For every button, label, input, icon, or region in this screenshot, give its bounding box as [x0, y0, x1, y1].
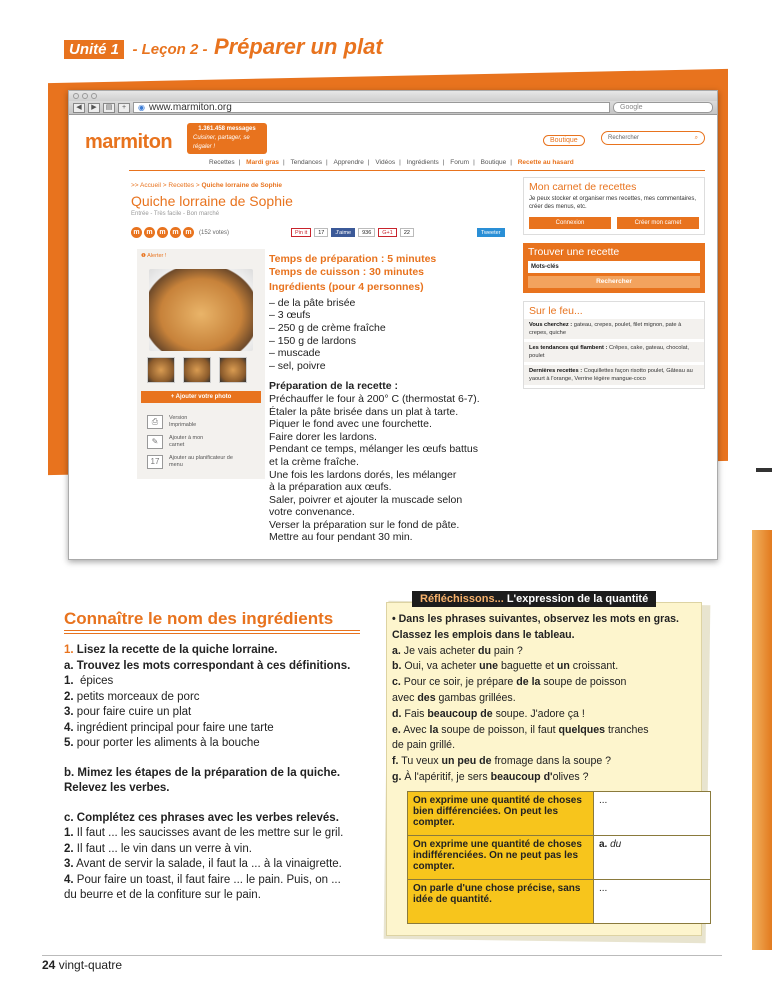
notebook-label: Ajouter à mon carnet [169, 435, 204, 448]
reflection-text [392, 612, 698, 786]
find-recipe-title: Trouver une recette [528, 246, 620, 258]
list-item [64, 721, 374, 737]
nav-item-random-recipe[interactable]: Recette au hasard [517, 159, 574, 166]
item-number: 2. [64, 842, 74, 855]
trending-text: Crêpes, cake, gateau, chocolat, poulet [529, 345, 689, 359]
list-item-continued: du beurre et de la confiture sur le pain. [64, 889, 261, 901]
globe-icon: ◉ [138, 102, 145, 112]
item-text: pour faire cuire un plat [76, 706, 192, 718]
site-sidebar [523, 177, 705, 389]
item-text: petits morceaux de porc [76, 690, 200, 703]
sentence-text: pain ? [490, 644, 523, 657]
pinterest-count: 17 [314, 228, 328, 237]
step-line: Étaler la pâte brisée dans un plat à tarte. [269, 405, 459, 418]
step-line: Verser la préparation sur le fond de pâte. [269, 518, 460, 531]
alert-icon: ❶ [141, 253, 146, 259]
nav-divider [129, 170, 705, 171]
table-answer-cell[interactable] [594, 836, 711, 880]
section-title: Connaître le nom des ingrédients [64, 609, 334, 628]
sentence-text: Je vais acheter [400, 644, 478, 657]
lesson-label: - Leçon 2 - [132, 41, 208, 58]
back-button[interactable]: ◀ [73, 103, 85, 113]
answer-text: ... [599, 883, 608, 894]
sentence-bold: des [417, 691, 436, 704]
alert-link[interactable] [141, 253, 166, 259]
lesson-title: Préparer un plat [213, 34, 383, 59]
browser-toolbar [69, 101, 717, 115]
print-label: Version Imprimable [169, 415, 197, 428]
notebook-box [523, 177, 705, 235]
recipe-tools [147, 415, 237, 475]
sentence [392, 644, 698, 660]
list-item [64, 842, 374, 858]
rating-star-icon: m [144, 227, 155, 238]
forward-button[interactable]: ▶ [88, 103, 100, 113]
trending-label: Vous cherchez : [529, 322, 573, 328]
breadcrumb [131, 182, 282, 189]
unit-badge: Unité 1 [64, 40, 124, 59]
exercise-a-title: a. Trouvez les mots correspondant à ces définitions. [64, 659, 351, 672]
site-logo[interactable]: marmiton [85, 131, 173, 153]
notebook-buttons [524, 212, 704, 234]
sentence-bold: une [479, 660, 498, 673]
step-line: à la préparation aux œufs. [269, 481, 392, 494]
nav-item-ingredients[interactable]: Ingrédients [406, 159, 439, 166]
sentence-text: Oui, va acheter [401, 660, 480, 673]
rating-star-icon: m [183, 227, 194, 238]
sentence-text: Fais [401, 707, 428, 720]
nav-item-apprendre[interactable]: Apprendre [333, 159, 364, 166]
item-number: 5. [64, 737, 74, 749]
trending-box [523, 301, 705, 389]
sentence [392, 675, 698, 691]
list-item [64, 857, 374, 873]
exercise-b-title: b. Mimez les étapes de la préparation de la quiche. [64, 766, 341, 779]
rating-star-icon: m [157, 227, 168, 238]
printer-icon: ⎙ [147, 415, 163, 429]
answer-letter: a. [599, 839, 608, 850]
list-item [64, 826, 374, 842]
sentence-bold: la [429, 723, 439, 736]
sentence [392, 659, 698, 675]
sentence-text: avec [392, 691, 418, 704]
preparation-title: Préparation de la recette : [269, 380, 398, 393]
quiche-photo[interactable] [149, 269, 253, 351]
table-row [408, 836, 711, 880]
tweet-button[interactable]: Tweeter [477, 228, 505, 237]
votes-count: (152 votes) [199, 229, 230, 236]
url-text: www.marmiton.org [148, 101, 232, 113]
ingredient-item: – de la pâte brisée [269, 296, 356, 309]
sentence-letter: a. [392, 644, 401, 657]
sentence-text: soupe de poisson, il faut [438, 723, 559, 736]
search-icon[interactable]: ⌕ [694, 135, 698, 141]
sentence-bold: beaucoup de [427, 707, 493, 720]
sentence-letter: b. [392, 660, 402, 673]
item-text: Avant de servir la salade, il faut la ... à la vinaigrette. [76, 858, 342, 870]
messages-tagline: Cuisiner, partager, se régaler ! [193, 135, 250, 150]
answer-text: du [607, 839, 622, 850]
nav-item-boutique[interactable]: Boutique [480, 159, 507, 166]
sentence-bold: un peu de [441, 755, 492, 768]
sentence-bold: de la [516, 676, 541, 689]
table-answer-cell[interactable] [594, 792, 711, 836]
site-search-input[interactable] [601, 131, 705, 145]
decorative-side-band [752, 530, 772, 950]
table-answer-cell[interactable] [594, 880, 711, 924]
item-number: 3. [64, 706, 74, 718]
ingredient-item: – muscade [269, 347, 321, 360]
trending-row[interactable] [524, 342, 704, 362]
search-placeholder: Google [620, 104, 643, 111]
messages-count: 1.361.458 messages [198, 126, 256, 132]
table-category: On exprime une quantité de choses bien différenciées. On peut les compter. [408, 792, 594, 836]
login-button[interactable]: Connexion [529, 217, 611, 229]
sentence-bold: beaucoup d' [490, 770, 553, 783]
sentence-letter: c. [392, 676, 401, 689]
sentence-text: Tu veux [398, 755, 442, 768]
step-line: Pendant ce temps, mélanger les œufs battus [269, 443, 478, 456]
trending-text: Coquillettes façon risotto poulet, Gâteau au yaourt à l'orange, Verrine légère mangue-coco [529, 368, 693, 382]
exercise-c-title: c. Complétez ces phrases avec les verbes relevés. [64, 811, 339, 824]
sentence [392, 754, 698, 770]
sentence [392, 770, 698, 786]
ingredients-list [269, 297, 499, 373]
page-number [42, 958, 122, 972]
find-recipe-box [523, 243, 705, 293]
classification-table [407, 791, 711, 924]
reflection-topic: L'expression de la quantité [506, 593, 649, 605]
nav-item-recettes[interactable]: Recettes [209, 159, 235, 166]
search-recipe-button[interactable]: Rechercher [528, 276, 700, 288]
sentence [392, 738, 698, 754]
photo-thumbnails [147, 357, 247, 383]
new-tab-button[interactable]: + [118, 103, 130, 113]
sentence-text: de pain grillé. [392, 739, 456, 752]
keywords-input[interactable]: Mots-clés [528, 261, 700, 273]
item-text: Pour faire un toast, il faut faire ... le pain. Puis, on ... [76, 873, 341, 886]
sentence-text: À l'apéritif, je sers [401, 770, 491, 783]
exercise-c-list [64, 826, 374, 904]
reflection-instruction-2: Classez les emplois dans le tableau. [392, 628, 575, 641]
alert-label: Alerter ! [147, 253, 167, 259]
step-line: Saler, poivrer et ajouter la muscade selon [269, 493, 463, 506]
marmiton-site [69, 115, 717, 559]
cook-time: Temps de cuisson : 30 minutes [269, 265, 425, 278]
step-line: votre convenance. [269, 506, 355, 519]
sentence-text: olives ? [552, 770, 589, 783]
list-item [64, 736, 374, 752]
address-bar[interactable] [133, 102, 610, 113]
item-number: 4. [64, 873, 74, 886]
sentence [392, 691, 698, 707]
ingredient-item: – sel, poivre [269, 359, 326, 372]
site-search-placeholder: Rechercher [608, 135, 640, 141]
breadcrumb-links[interactable]: >> Accueil > Recettes > [131, 182, 200, 189]
notebook-box-text: Je peux stocker et organiser mes recettes, mes commentaires, créer des menus, etc. [529, 196, 697, 210]
item-number: 4. [64, 721, 74, 734]
window-titlebar [69, 91, 717, 101]
list-item [64, 705, 374, 721]
item-text: Il faut ... les saucisses avant de les mettre sur le gril. [76, 827, 344, 839]
sentence-bold: quelques [558, 723, 606, 736]
table-category: On exprime une quantité de choses indifférenciées. On ne peut pas les compter. [408, 836, 594, 880]
reflection-header [412, 591, 656, 607]
lesson-header [64, 34, 383, 60]
list-item [64, 873, 374, 889]
facebook-like-button[interactable]: J'aime [331, 228, 355, 237]
sentence-text: baguette et [498, 660, 557, 673]
exercise-1-heading [64, 643, 374, 659]
planner-tool[interactable] [147, 455, 237, 469]
recipe-media-panel [137, 249, 265, 479]
ingredient-item: – 250 g de crème fraîche [269, 321, 386, 334]
table-row [408, 880, 711, 924]
trending-text: gateau, crepes, poulet, filet mignon, pate à crepes, quiche [529, 322, 682, 336]
sentence-letter: e. [392, 723, 401, 736]
calendar-icon: 17 [147, 455, 163, 469]
browser-window [68, 90, 718, 560]
sentence-text: soupe. J'adore ça ! [492, 707, 585, 720]
exercise-number: 1. [64, 644, 74, 656]
step-line: Mettre au four pendant 30 min. [269, 531, 413, 544]
list-item [64, 674, 374, 690]
table-row [408, 792, 711, 836]
decorative-edge [756, 468, 772, 472]
preparation-steps [269, 393, 499, 544]
breadcrumb-current: Quiche lorraine de Sophie [201, 182, 283, 189]
footer-divider [42, 955, 722, 956]
list-item [64, 690, 374, 706]
rating-stars [131, 227, 229, 238]
thumbnail[interactable] [183, 357, 211, 383]
step-line: Une fois les lardons dorés, les mélanger [269, 468, 457, 481]
notebook-box-title: Mon carnet de recettes [529, 181, 637, 193]
item-number: 3. [64, 858, 74, 870]
step-line: et la crème fraîche. [269, 455, 359, 468]
gplus-count: 22 [400, 228, 414, 237]
sentence-text: gambas grillées. [435, 691, 516, 704]
window-zoom-icon[interactable] [91, 93, 97, 99]
trending-label: Les tendances qui flambent : [529, 345, 608, 351]
reflection-label: Réfléchissons... [420, 593, 504, 605]
sentence-bold: un [556, 660, 570, 673]
browser-search-field[interactable] [613, 102, 713, 113]
sentence-text: tranches [605, 723, 649, 736]
facebook-count: 936 [358, 228, 375, 237]
item-text: ingrédient principal pour faire une tarte [76, 721, 274, 734]
trending-label: Dernières recettes : [529, 368, 583, 374]
sentence [392, 723, 698, 739]
pinterest-button[interactable]: Pin it [291, 228, 311, 237]
trending-title: Sur le feu... [529, 305, 583, 317]
trending-row[interactable] [524, 365, 704, 385]
rating-star-icon: m [170, 227, 181, 238]
gplus-button[interactable]: G+1 [378, 228, 397, 237]
item-text: épices [79, 675, 114, 687]
exercise-block [64, 643, 374, 904]
step-line: Préchauffer le four à 200° C (thermostat 6-7). [269, 392, 480, 405]
nav-item-videos[interactable]: Vidéos [375, 159, 396, 166]
share-bar [291, 228, 505, 237]
item-text: Il faut ... le vin dans un verre à vin. [76, 842, 252, 855]
sentence [392, 707, 698, 723]
nav-item-mardi-gras[interactable]: Mardi gras [246, 159, 280, 166]
page-number-words: vingt-quatre [58, 958, 123, 972]
recipe-title: Quiche lorraine de Sophie [131, 193, 293, 209]
sentence-text: Avec [400, 723, 430, 736]
ingredient-item: – 150 g de lardons [269, 334, 356, 347]
page-number-digits: 24 [42, 958, 56, 972]
add-photo-button[interactable]: + Ajouter votre photo [141, 391, 261, 403]
sentence-letter: g. [392, 770, 402, 783]
exercise-a-list [64, 674, 374, 752]
step-line: Faire dorer les lardons. [269, 430, 377, 443]
planner-label: Ajouter au planificateur de menu [169, 455, 233, 468]
messages-badge [187, 123, 267, 154]
reflection-instruction: • Dans les phrases suivantes, observez les mots en gras. [392, 613, 679, 625]
table-category: On parle d'une chose précise, sans idée de quantité. [408, 880, 594, 924]
nav-item-forum[interactable]: Forum [450, 159, 470, 166]
trending-row[interactable] [524, 319, 704, 339]
section-title-rule [64, 630, 360, 634]
item-number: 1. [64, 827, 74, 839]
sentence-text: fromage dans la soupe ? [491, 755, 612, 768]
prep-time: Temps de préparation : 5 minutes [269, 253, 437, 265]
item-text: pour porter les aliments à la bouche [76, 737, 260, 749]
sentence-letter: d. [392, 707, 402, 720]
sentence-text: croissant. [569, 660, 619, 673]
ingredient-item: – 3 œufs [269, 309, 311, 322]
recipe-body [269, 253, 499, 544]
answer-text: ... [599, 795, 608, 806]
thumbnail[interactable] [147, 357, 175, 383]
notebook-tool[interactable] [147, 435, 237, 449]
nav-item-tendances[interactable]: Tendances [290, 159, 322, 166]
item-number: 2. [64, 690, 74, 703]
site-nav: Recettes | Mardi gras | Tendances | Apprendre | Vidéos | Ingrédients | Forum | Boutique | Recette au hasard [209, 159, 574, 166]
window-minimize-icon[interactable] [82, 93, 88, 99]
create-notebook-button[interactable]: Créer mon carnet [617, 217, 699, 229]
ingredients-title: Ingrédients (pour 4 personnes) [269, 281, 424, 294]
thumbnail[interactable] [219, 357, 247, 383]
rating-star-icon: m [131, 227, 142, 238]
print-tool[interactable] [147, 415, 237, 429]
sentence-text: soupe de poisson [540, 676, 627, 689]
step-line: Piquer le fond avec une fourchette. [269, 418, 432, 431]
boutique-button[interactable]: Boutique [543, 135, 585, 146]
reader-icon[interactable]: ▤ [103, 103, 115, 113]
sentence-bold: du [477, 644, 491, 657]
item-number: 1. [64, 675, 74, 687]
sentence-letter: f. [392, 755, 399, 768]
sentence-text: Pour ce soir, je prépare [400, 676, 517, 689]
exercise-1-title: Lisez la recette de la quiche lorraine. [76, 644, 278, 656]
recipe-subtitle: Entrée - Très facile - Bon marché [131, 211, 220, 217]
window-close-icon[interactable] [73, 93, 79, 99]
notebook-icon: ✎ [147, 435, 163, 449]
exercise-b-subtitle: Relevez les verbes. [64, 782, 170, 794]
